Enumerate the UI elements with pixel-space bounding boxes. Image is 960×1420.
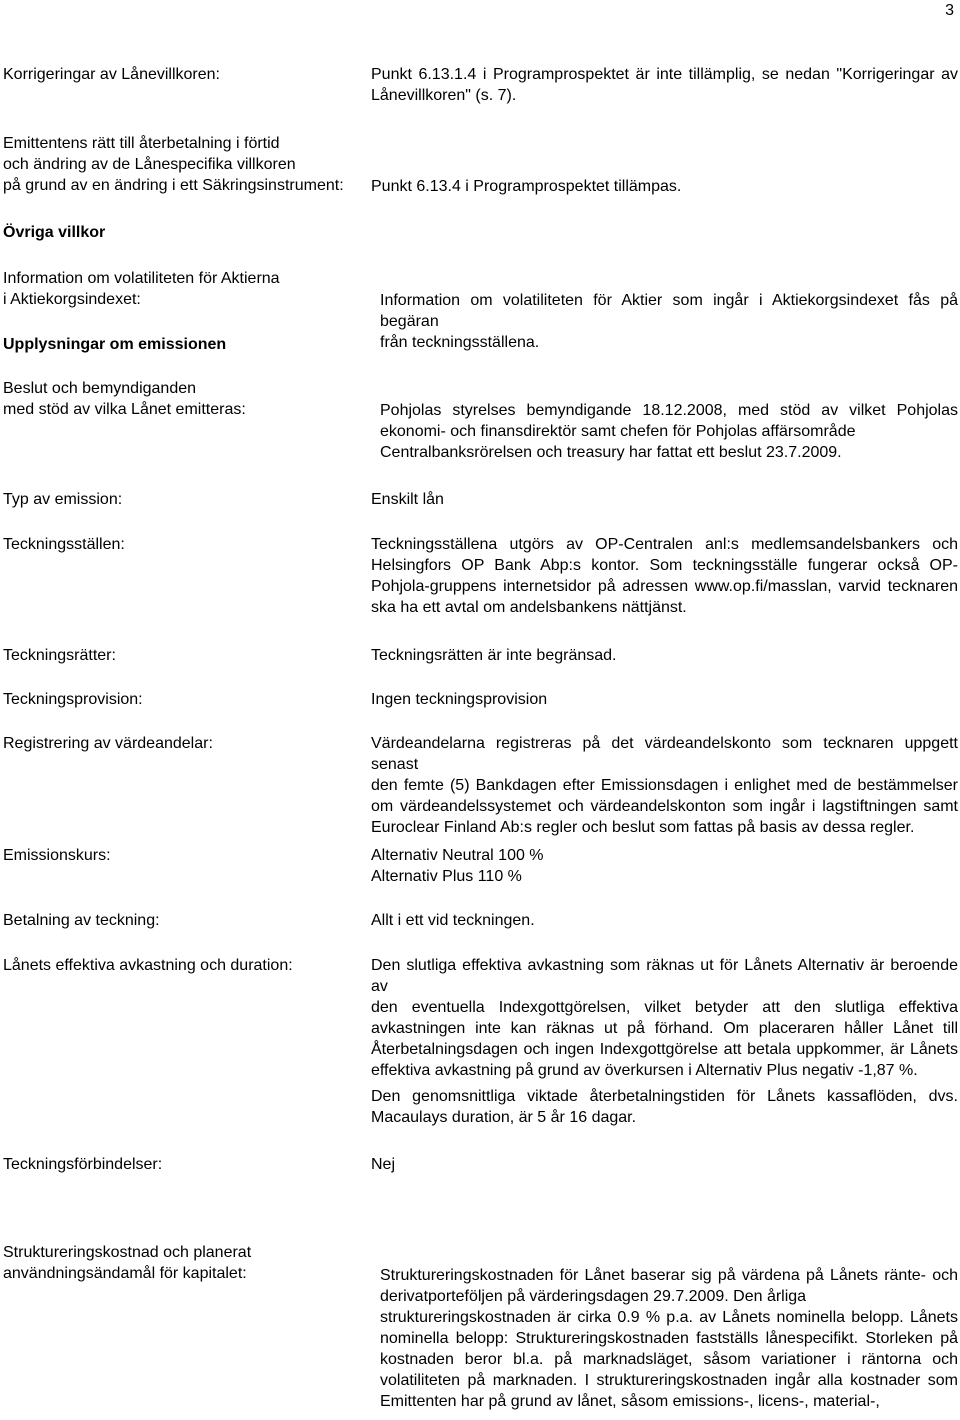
section-heading-upplysningar: Upplysningar om emissionen	[3, 336, 227, 353]
label-line: Information om volatiliteten för Aktierna	[3, 270, 280, 287]
value-line: Pohjolas styrelses bemyndigande 18.12.2008, med stöd av vilket Pohjolas	[380, 402, 958, 419]
value-teckningsratter: Teckningsrätten är inte begränsad.	[371, 647, 617, 664]
label-korrigeringar: Korrigeringar av Lånevillkoren:	[3, 66, 220, 83]
label-line: användningsändamål för kapitalet:	[3, 1265, 247, 1282]
value-line: kostnaden beror bl.a. på marknadsläget, såsom variationer i räntorna och	[380, 1351, 958, 1368]
label-teckningsstallen: Teckningsställen:	[3, 536, 125, 553]
value-typ-av-emission: Enskilt lån	[371, 491, 444, 508]
label-line: i Aktiekorgsindexet:	[3, 291, 141, 308]
value-registrering	[371, 733, 958, 838]
label-line: och ändring av de Lånespecifika villkoren	[3, 156, 296, 173]
value-emittentens-ratt: Punkt 6.13.4 i Programprospektet tillämpas.	[371, 178, 682, 195]
label-typ-av-emission: Typ av emission:	[3, 491, 123, 508]
value-line: Punkt 6.13.1.4 i Programprospektet är inte tillämplig, se nedan "Korrigeringar av	[371, 66, 958, 83]
value-line: Euroclear Finland Ab:s regler och beslut som fattas på basis av dessa regler.	[371, 819, 915, 836]
value-line: Den slutliga effektiva avkastning som räknas ut för Lånets Alternativ är beroende av	[371, 957, 958, 995]
value-line: om värdeandelssystemet och värdeandelskonton som ingår i lagstiftningen samt	[371, 798, 958, 815]
value-teckningsstallen	[371, 534, 958, 618]
label-struktureringskostnad	[3, 1242, 348, 1284]
value-line: Helsingfors OP Bank Abp:s kontor. Som teckningsställe fungerar också OP-	[371, 557, 958, 574]
value-line: avkastningen inte kan räknas ut på förhand. Om placeraren håller Lånet till	[371, 1020, 958, 1037]
value-line: nominella belopp: Struktureringskostnaden fastställs lånespecifikt. Storleken på	[380, 1330, 958, 1347]
value-line: Återbetalningsdagen och ingen Indexgottgörelse att betala uppkommer, är Lånets	[371, 1041, 958, 1058]
label-line: på grund av en ändring i ett Säkringsinstrument:	[3, 177, 344, 194]
value-line: Alternativ Plus 110 %	[371, 868, 522, 885]
value-korrigeringar	[371, 64, 958, 106]
value-line: Lånevillkoren" (s. 7).	[371, 87, 517, 104]
label-line: Struktureringskostnad och planerat	[3, 1244, 252, 1261]
value-line: Teckningsställena utgörs av OP-Centralen anl:s medlemsandelsbankers och	[371, 536, 958, 553]
value-line: derivatporteföljen på värderingsdagen 29.7.2009. Den årliga	[380, 1288, 807, 1305]
value-avkastning-p2	[371, 1086, 958, 1128]
value-avkastning-p1	[371, 955, 958, 1081]
page-number: 3	[945, 2, 954, 19]
value-line: struktureringskostnaden är cirka 0.9 % p.a. av Lånets nominella belopp. Lånets	[380, 1309, 958, 1326]
label-line: Emittentens rätt till återbetalning i förtid	[3, 135, 280, 152]
label-avkastning: Lånets effektiva avkastning och duration:	[3, 957, 293, 974]
value-line: ska ha ett avtal om andelsbankens nättjänst.	[371, 599, 687, 616]
value-line: effektiva avkastning på grund av överkursen i Alternativ Plus negativ -1,87 %.	[371, 1062, 918, 1079]
value-line: Pohjola-gruppens internetsidor på adressen www.op.fi/masslan, varvid tecknaren	[371, 578, 958, 595]
value-teckningsprovision: Ingen teckningsprovision	[371, 691, 548, 708]
label-emissionskurs: Emissionskurs:	[3, 847, 111, 864]
value-line: från teckningsställena.	[380, 334, 540, 351]
label-line: med stöd av vilka Lånet emitteras:	[3, 401, 246, 418]
value-line: Emittenten har på grund av lånet, såsom emissions-, licens-, material-,	[380, 1393, 880, 1410]
value-line: den femte (5) Bankdagen efter Emissionsdagen i enlighet med de bestämmelser	[371, 777, 958, 794]
label-registrering: Registrering av värdeandelar:	[3, 735, 213, 752]
value-line: Struktureringskostnaden för Lånet baserar sig på värdena på Lånets ränte- och	[380, 1267, 958, 1284]
value-teckningsforbindelser: Nej	[371, 1156, 396, 1173]
value-line: Värdeandelarna registreras på det värdeandelskonto som tecknaren uppgett senast	[371, 735, 958, 773]
value-emissionskurs	[371, 845, 544, 887]
value-line: volatiliteten på marknaden. I struktureringskostnaden ingår alla kostnader som	[380, 1372, 958, 1389]
label-emittentens-ratt	[3, 133, 348, 196]
label-line: Beslut och bemyndiganden	[3, 380, 197, 397]
label-teckningsprovision: Teckningsprovision:	[3, 691, 143, 708]
value-line: Centralbanksrörelsen och treasury har fattat ett beslut 23.7.2009.	[380, 444, 842, 461]
value-volatilitet	[380, 290, 958, 353]
value-beslut	[380, 400, 958, 463]
label-beslut	[3, 378, 348, 420]
value-line: Macaulays duration, är 5 år 16 dagar.	[371, 1109, 637, 1126]
value-betalning: Allt i ett vid teckningen.	[371, 912, 535, 929]
label-teckningsratter: Teckningsrätter:	[3, 647, 116, 664]
section-heading-ovriga-villkor: Övriga villkor	[3, 224, 106, 241]
label-volatilitet	[3, 268, 348, 310]
label-betalning: Betalning av teckning:	[3, 912, 160, 929]
value-line: Information om volatiliteten för Aktier som ingår i Aktiekorgsindexet fås på begäran	[380, 292, 958, 330]
label-teckningsforbindelser: Teckningsförbindelser:	[3, 1156, 163, 1173]
value-struktureringskostnad	[380, 1265, 958, 1412]
value-line: Den genomsnittliga viktade återbetalningstiden för Lånets kassaflöden, dvs.	[371, 1088, 958, 1105]
value-line: Alternativ Neutral 100 %	[371, 847, 544, 864]
value-line: ekonomi- och finansdirektör samt chefen för Pohjolas affärsområde	[380, 423, 856, 440]
value-line: den eventuella Indexgottgörelsen, vilket betyder att den slutliga effektiva	[371, 999, 958, 1016]
